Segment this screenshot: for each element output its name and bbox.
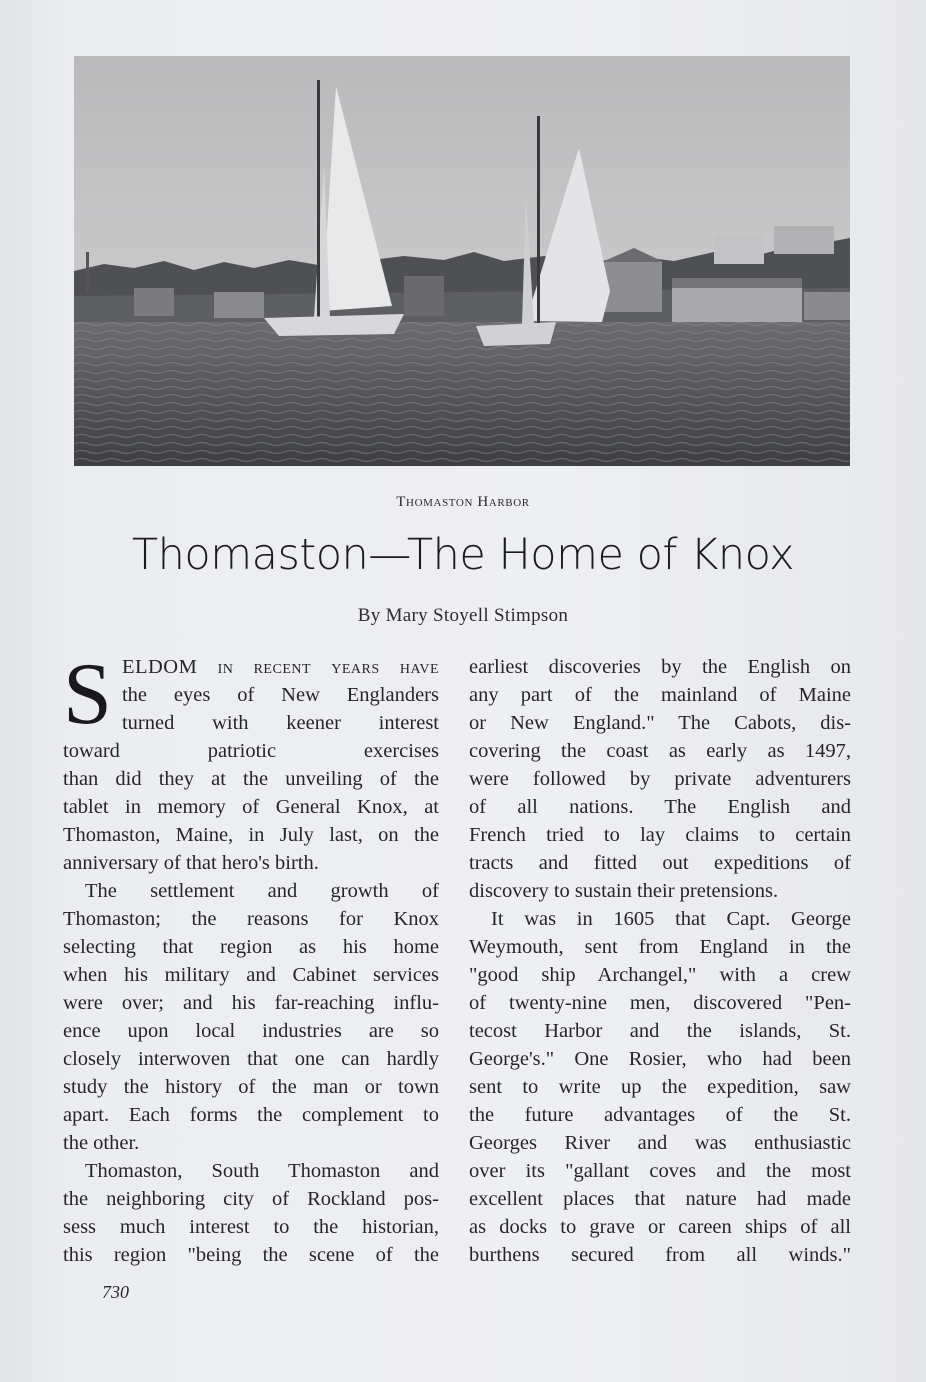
text-line: over its "gallant coves and the most [469, 1160, 851, 1182]
text-line: Weymouth, sent from England in the [469, 936, 851, 958]
paragraph [469, 653, 851, 905]
text-line: as docks to grave or careen ships of all [469, 1216, 851, 1238]
text-line: or New England." The Cabots, dis- [469, 712, 851, 734]
text-line: earliest discoveries by the English on [469, 656, 851, 678]
text-line: toward patriotic exercises [63, 740, 439, 762]
text-line: Thomaston, South Thomaston and [85, 1160, 439, 1182]
text-line: the eyes of New Englanders [121, 684, 439, 706]
page-number: 730 [102, 1282, 129, 1302]
paragraph [63, 646, 439, 877]
photo-caption: Thomaston Harbor [396, 494, 530, 510]
text-line: study the history of the man or town [63, 1076, 439, 1098]
text-line: Georges River and was enthusiastic [469, 1132, 851, 1154]
text-line: sess much interest to the historian, [63, 1216, 439, 1238]
text-line: "good ship Archangel," with a crew [469, 964, 851, 986]
text-line: excellent places that nature had made [469, 1188, 851, 1210]
text-line: sent to write up the expedition, saw [469, 1076, 851, 1098]
text-line: ence upon local industries are so [63, 1020, 439, 1042]
text-line: the other. [63, 1132, 140, 1154]
paragraph [469, 905, 851, 1269]
text-line: ELDOM in recent years have [121, 656, 439, 678]
text-line: any part of the mainland of Maine [469, 684, 851, 706]
paragraph [63, 1157, 439, 1269]
text-line: French tried to lay claims to certain [469, 824, 851, 846]
text-line: were over; and his far-reaching influ- [63, 992, 439, 1014]
text-line: selecting that region as his home [63, 936, 439, 958]
text-line: George's." One Rosier, who had been [469, 1048, 851, 1070]
article-byline: By Mary Stoyell Stimpson [357, 605, 569, 626]
text-line: tecost Harbor and the islands, St. [469, 1020, 851, 1042]
text-line: than did they at the unveiling of the [63, 768, 439, 790]
text-line: Thomaston, Maine, in July last, on the [63, 824, 439, 846]
text-line: of all nations. The English and [469, 796, 851, 818]
text-line: closely interwoven that one can hardly [63, 1048, 439, 1070]
text-line: Thomaston; the reasons for Knox [63, 908, 439, 930]
text-line: were followed by private adventurers [469, 768, 851, 790]
text-line: It was in 1605 that Capt. George [491, 908, 851, 930]
text-line: The settlement and growth of [85, 880, 439, 902]
text-line: the future advantages of the St. [469, 1104, 851, 1126]
text-line: discovery to sustain their pretensions. [469, 880, 779, 902]
right-column [469, 653, 851, 1269]
text-line: burthens secured from all winds." [469, 1244, 851, 1266]
drop-cap: S [63, 646, 112, 743]
text-line: of twenty-nine men, discovered "Pen- [469, 992, 851, 1014]
text-line: apart. Each forms the complement to [63, 1104, 439, 1126]
text-line: when his military and Cabinet services [63, 964, 439, 986]
text-line: this region "being the scene of the [63, 1244, 439, 1266]
text-line: turned with keener interest [121, 712, 439, 734]
harbor-photo [74, 56, 850, 466]
left-column [63, 646, 439, 1269]
text-line: anniversary of that hero's birth. [63, 852, 319, 874]
text-line: the neighboring city of Rockland pos- [63, 1188, 439, 1210]
paragraph [63, 877, 439, 1157]
article-title: Thomaston—The Home of Knox [131, 530, 795, 580]
text-line: tablet in memory of General Knox, at [63, 796, 439, 818]
text-line: tracts and fitted out expeditions of [469, 852, 851, 874]
text-line: covering the coast as early as 1497, [469, 740, 851, 762]
